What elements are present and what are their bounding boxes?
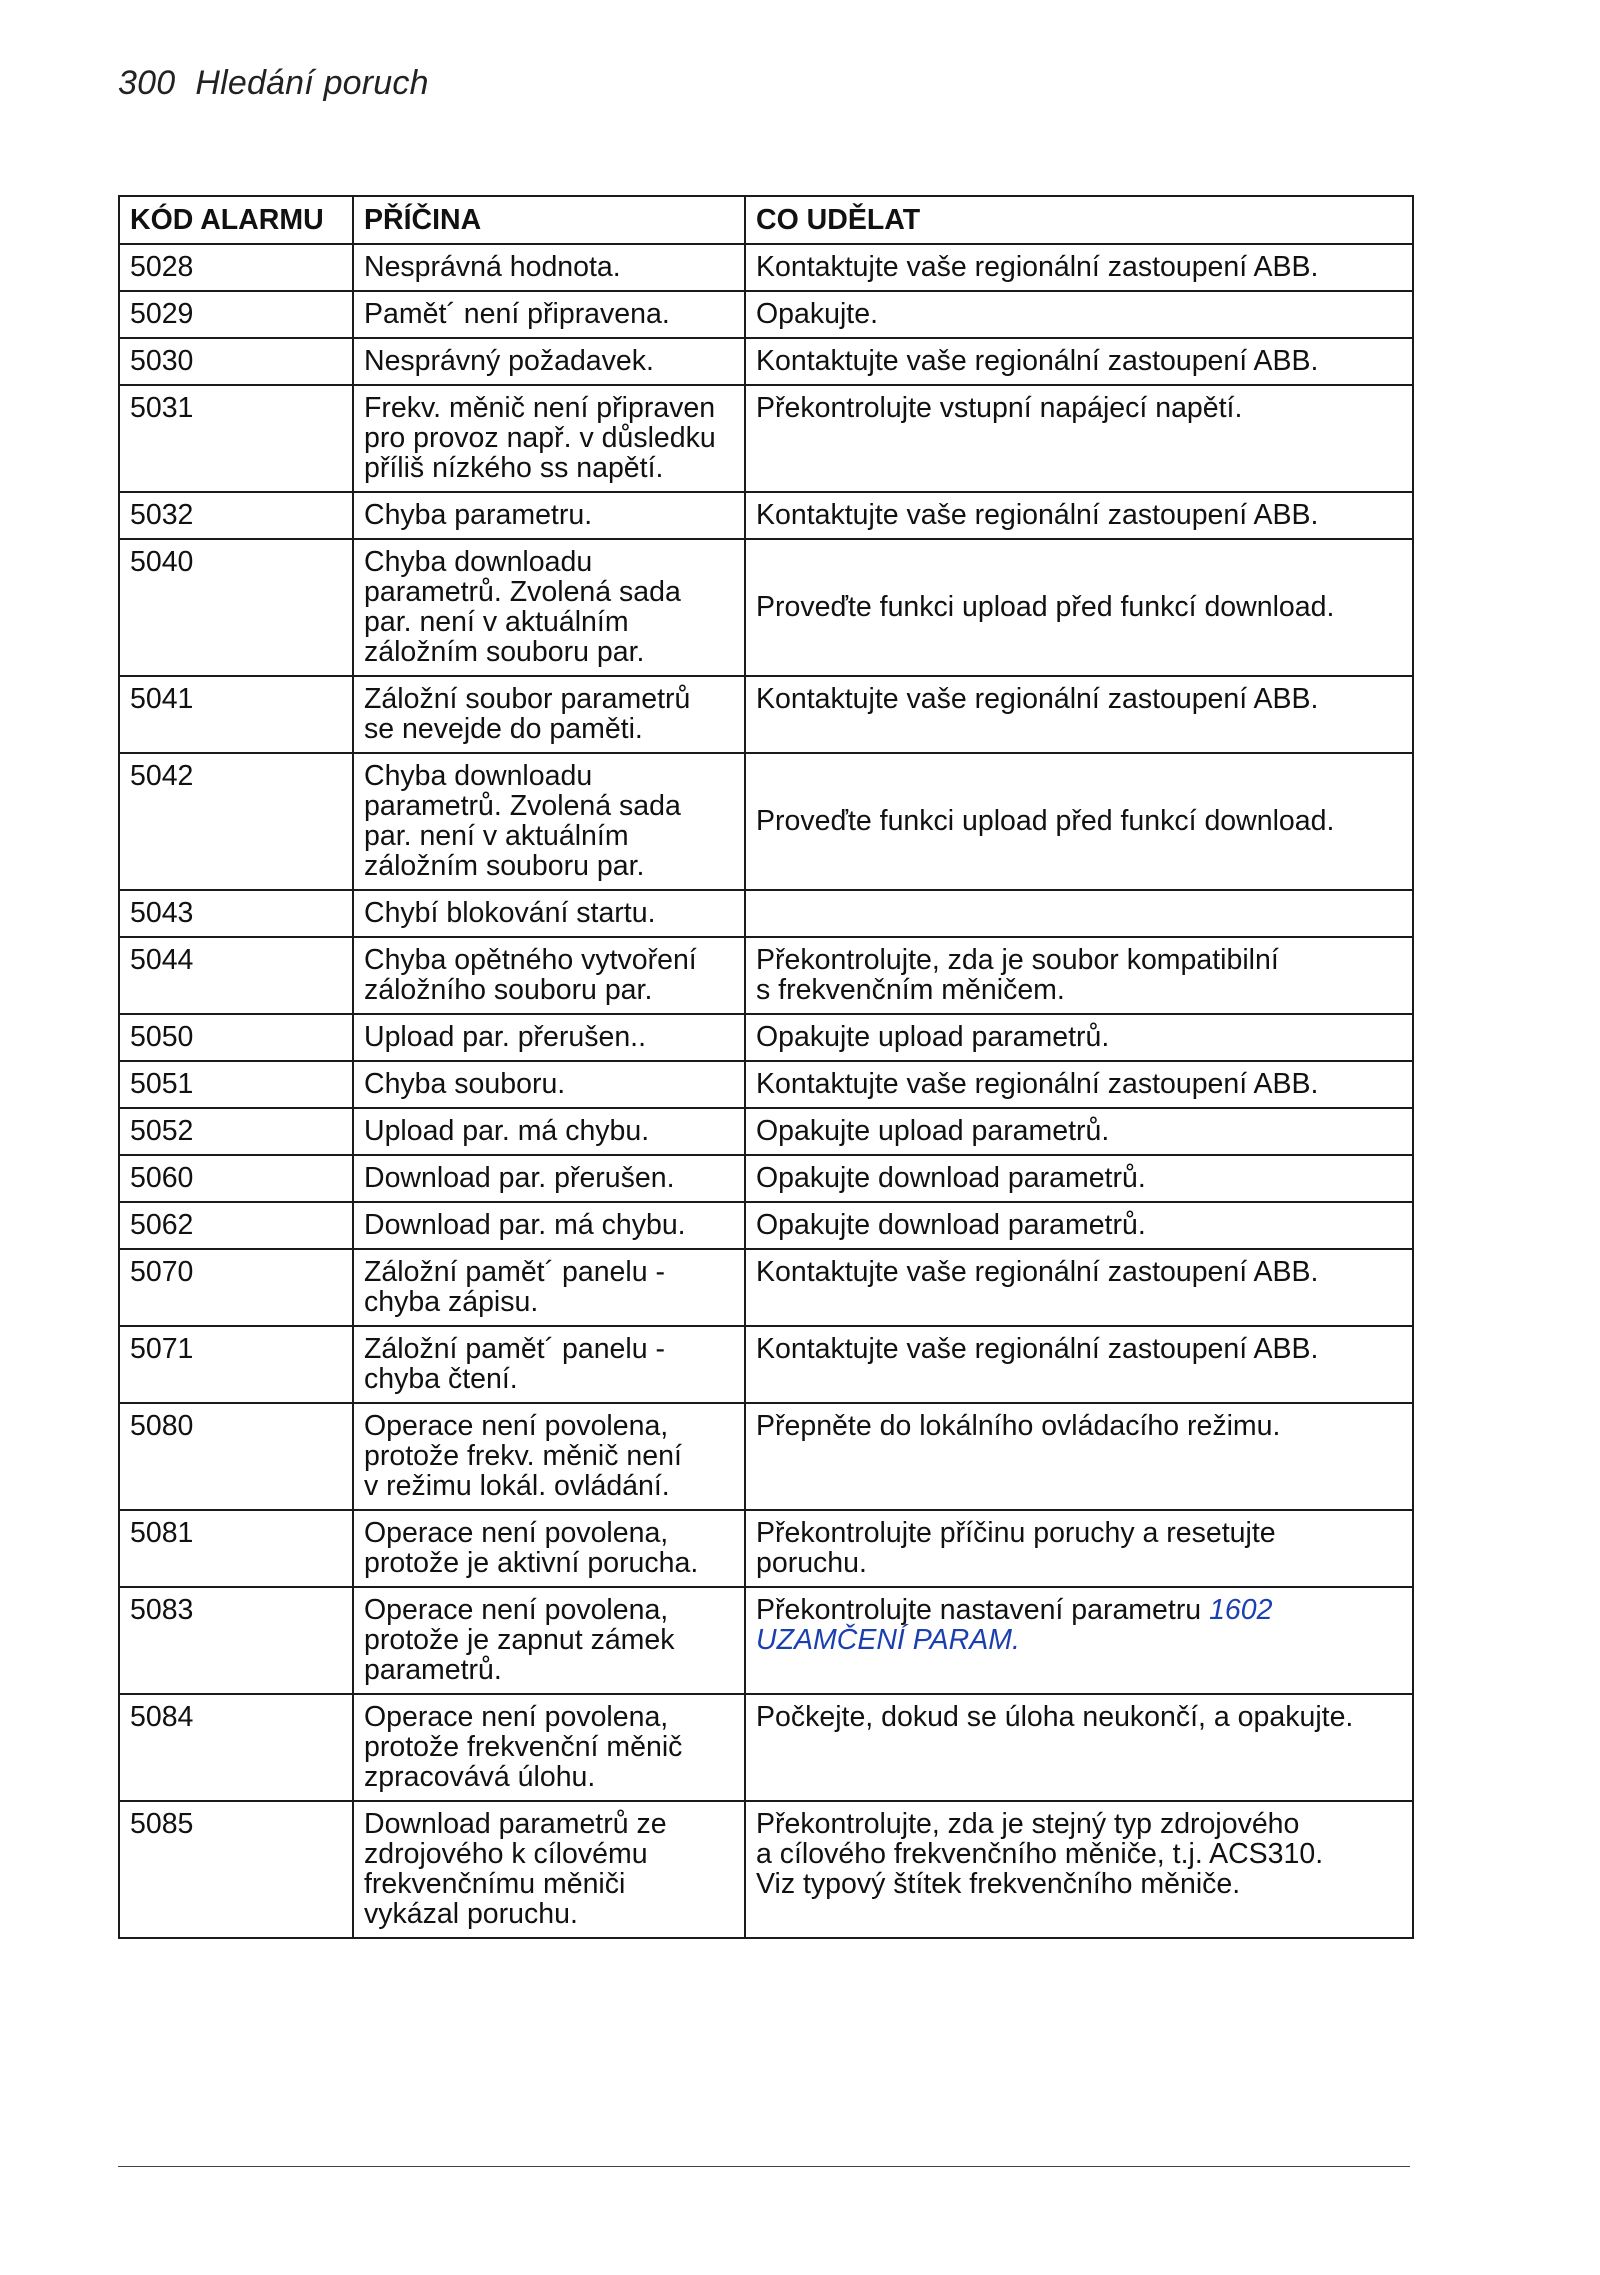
- alarm-cause-cell: Záložní soubor parametrů se nevejde do paměti.: [353, 676, 745, 753]
- alarm-cause-cell: Chybí blokování startu.: [353, 890, 745, 937]
- alarm-code-cell: 5032: [119, 492, 353, 539]
- table-row: [119, 1801, 1413, 1938]
- alarm-action-cell: Opakujte.: [745, 291, 1413, 338]
- table-row: [119, 1587, 1413, 1694]
- alarm-action-cell: Překontrolujte vstupní napájecí napětí.: [745, 385, 1413, 492]
- table-row: [119, 1326, 1413, 1403]
- alarm-cause-cell: Chyba parametru.: [353, 492, 745, 539]
- alarm-action-cell: Překontrolujte, zda je stejný typ zdrojového a cílového frekvenčního měniče, t.j. ACS310. Viz typový štítek frekvenčního měniče.: [745, 1801, 1413, 1938]
- alarm-action-cell: Opakujte download parametrů.: [745, 1202, 1413, 1249]
- alarm-code-cell: 5029: [119, 291, 353, 338]
- alarm-cause-cell: Operace není povolena, protože frekvenční měnič zpracovává úlohu.: [353, 1694, 745, 1801]
- alarm-code-cell: 5042: [119, 753, 353, 890]
- table-row: [119, 890, 1413, 937]
- alarm-cause-cell: Upload par. má chybu.: [353, 1108, 745, 1155]
- alarm-cause-cell: Nesprávná hodnota.: [353, 244, 745, 291]
- table-row: [119, 1202, 1413, 1249]
- alarm-cause-cell: Chyba downloadu parametrů. Zvolená sada par. není v aktuálním záložním souboru par.: [353, 539, 745, 676]
- alarm-code-cell: 5070: [119, 1249, 353, 1326]
- alarm-code-cell: 5050: [119, 1014, 353, 1061]
- alarm-cause-cell: Download par. má chybu.: [353, 1202, 745, 1249]
- alarm-cause-cell: Upload par. přerušen..: [353, 1014, 745, 1061]
- column-header-cause: PŘÍČINA: [353, 196, 745, 244]
- table-row: [119, 385, 1413, 492]
- alarm-cause-cell: Záložní pamět´ panelu - chyba zápisu.: [353, 1249, 745, 1326]
- alarm-cause-cell: Operace není povolena, protože je zapnut zámek parametrů.: [353, 1587, 745, 1694]
- alarm-action-cell: Kontaktujte vaše regionální zastoupení ABB.: [745, 676, 1413, 753]
- alarm-cause-cell: Chyba souboru.: [353, 1061, 745, 1108]
- alarm-code-cell: 5043: [119, 890, 353, 937]
- alarm-cause-cell: Pamět´ není připravena.: [353, 291, 745, 338]
- alarm-code-cell: 5080: [119, 1403, 353, 1510]
- table-row: [119, 338, 1413, 385]
- alarm-action-cell: Proveďte funkci upload před funkcí download.: [745, 753, 1413, 890]
- alarm-table: [118, 195, 1414, 1939]
- action-text: Překontrolujte nastavení parametru: [756, 1594, 1210, 1626]
- alarm-code-cell: 5052: [119, 1108, 353, 1155]
- column-header-code: KÓD ALARMU: [119, 196, 353, 244]
- alarm-action-cell: Překontrolujte příčinu poruchy a resetujte poruchu.: [745, 1510, 1413, 1587]
- alarm-code-cell: 5044: [119, 937, 353, 1014]
- alarm-code-cell: 5031: [119, 385, 353, 492]
- table-row: [119, 1510, 1413, 1587]
- page-number: 300: [118, 64, 176, 102]
- alarm-code-cell: 5085: [119, 1801, 353, 1938]
- alarm-action-cell: Kontaktujte vaše regionální zastoupení ABB.: [745, 338, 1413, 385]
- alarm-cause-cell: Chyba opětného vytvoření záložního souboru par.: [353, 937, 745, 1014]
- alarm-cause-cell: Záložní pamět´ panelu - chyba čtení.: [353, 1326, 745, 1403]
- alarm-action-cell: Kontaktujte vaše regionální zastoupení ABB.: [745, 1249, 1413, 1326]
- alarm-action-cell: Proveďte funkci upload před funkcí download.: [745, 539, 1413, 676]
- alarm-action-cell: Kontaktujte vaše regionální zastoupení ABB.: [745, 1326, 1413, 1403]
- alarm-code-cell: 5071: [119, 1326, 353, 1403]
- table-row: [119, 676, 1413, 753]
- table-row: [119, 1694, 1413, 1801]
- alarm-code-cell: 5040: [119, 539, 353, 676]
- alarm-action-cell: Počkejte, dokud se úloha neukončí, a opakujte.: [745, 1694, 1413, 1801]
- footer-rule: [118, 2166, 1410, 2167]
- alarm-cause-cell: Download parametrů ze zdrojového k cílovému frekvenčnímu měniči vykázal poruchu.: [353, 1801, 745, 1938]
- alarm-code-cell: 5081: [119, 1510, 353, 1587]
- alarm-action-cell: [745, 1587, 1413, 1694]
- alarm-code-cell: 5062: [119, 1202, 353, 1249]
- alarm-code-cell: 5041: [119, 676, 353, 753]
- table-row: [119, 291, 1413, 338]
- action-text-end: .: [1012, 1624, 1020, 1656]
- alarm-action-cell: Opakujte upload parametrů.: [745, 1108, 1413, 1155]
- table-row: [119, 244, 1413, 291]
- alarm-cause-cell: Frekv. měnič není připraven pro provoz např. v důsledku příliš nízkého ss napětí.: [353, 385, 745, 492]
- page-header: [118, 64, 429, 103]
- alarm-action-cell: Kontaktujte vaše regionální zastoupení ABB.: [745, 244, 1413, 291]
- table-row: [119, 1155, 1413, 1202]
- table-row: [119, 539, 1413, 676]
- table-row: [119, 1061, 1413, 1108]
- table-row: [119, 492, 1413, 539]
- table-row: [119, 1403, 1413, 1510]
- table-row: [119, 1108, 1413, 1155]
- alarm-action-cell: [745, 890, 1413, 937]
- alarm-table-body: [119, 244, 1413, 1938]
- alarm-action-cell: Opakujte download parametrů.: [745, 1155, 1413, 1202]
- alarm-action-cell: Přepněte do lokálního ovládacího režimu.: [745, 1403, 1413, 1510]
- table-row: [119, 753, 1413, 890]
- alarm-action-cell: Opakujte upload parametrů.: [745, 1014, 1413, 1061]
- column-header-action: CO UDĚLAT: [745, 196, 1413, 244]
- alarm-cause-cell: Chyba downloadu parametrů. Zvolená sada par. není v aktuálním záložním souboru par.: [353, 753, 745, 890]
- alarm-cause-cell: Download par. přerušen.: [353, 1155, 745, 1202]
- alarm-code-cell: 5028: [119, 244, 353, 291]
- alarm-cause-cell: Operace není povolena, protože frekv. měnič není v režimu lokál. ovládání.: [353, 1403, 745, 1510]
- alarm-code-cell: 5030: [119, 338, 353, 385]
- alarm-cause-cell: Nesprávný požadavek.: [353, 338, 745, 385]
- table-row: [119, 937, 1413, 1014]
- alarm-code-cell: 5084: [119, 1694, 353, 1801]
- alarm-action-cell: Kontaktujte vaše regionální zastoupení ABB.: [745, 492, 1413, 539]
- table-header-row: [119, 196, 1413, 244]
- alarm-code-cell: 5051: [119, 1061, 353, 1108]
- alarm-cause-cell: Operace není povolena, protože je aktivní porucha.: [353, 1510, 745, 1587]
- table-row: [119, 1014, 1413, 1061]
- alarm-code-cell: 5083: [119, 1587, 353, 1694]
- parameter-link[interactable]: 1602 UZAMČENÍ PARAM: [756, 1594, 1273, 1656]
- alarm-code-cell: 5060: [119, 1155, 353, 1202]
- chapter-title: Hledání poruch: [195, 64, 429, 102]
- alarm-action-cell: Kontaktujte vaše regionální zastoupení ABB.: [745, 1061, 1413, 1108]
- table-row: [119, 1249, 1413, 1326]
- alarm-action-cell: Překontrolujte, zda je soubor kompatibilní s frekvenčním měničem.: [745, 937, 1413, 1014]
